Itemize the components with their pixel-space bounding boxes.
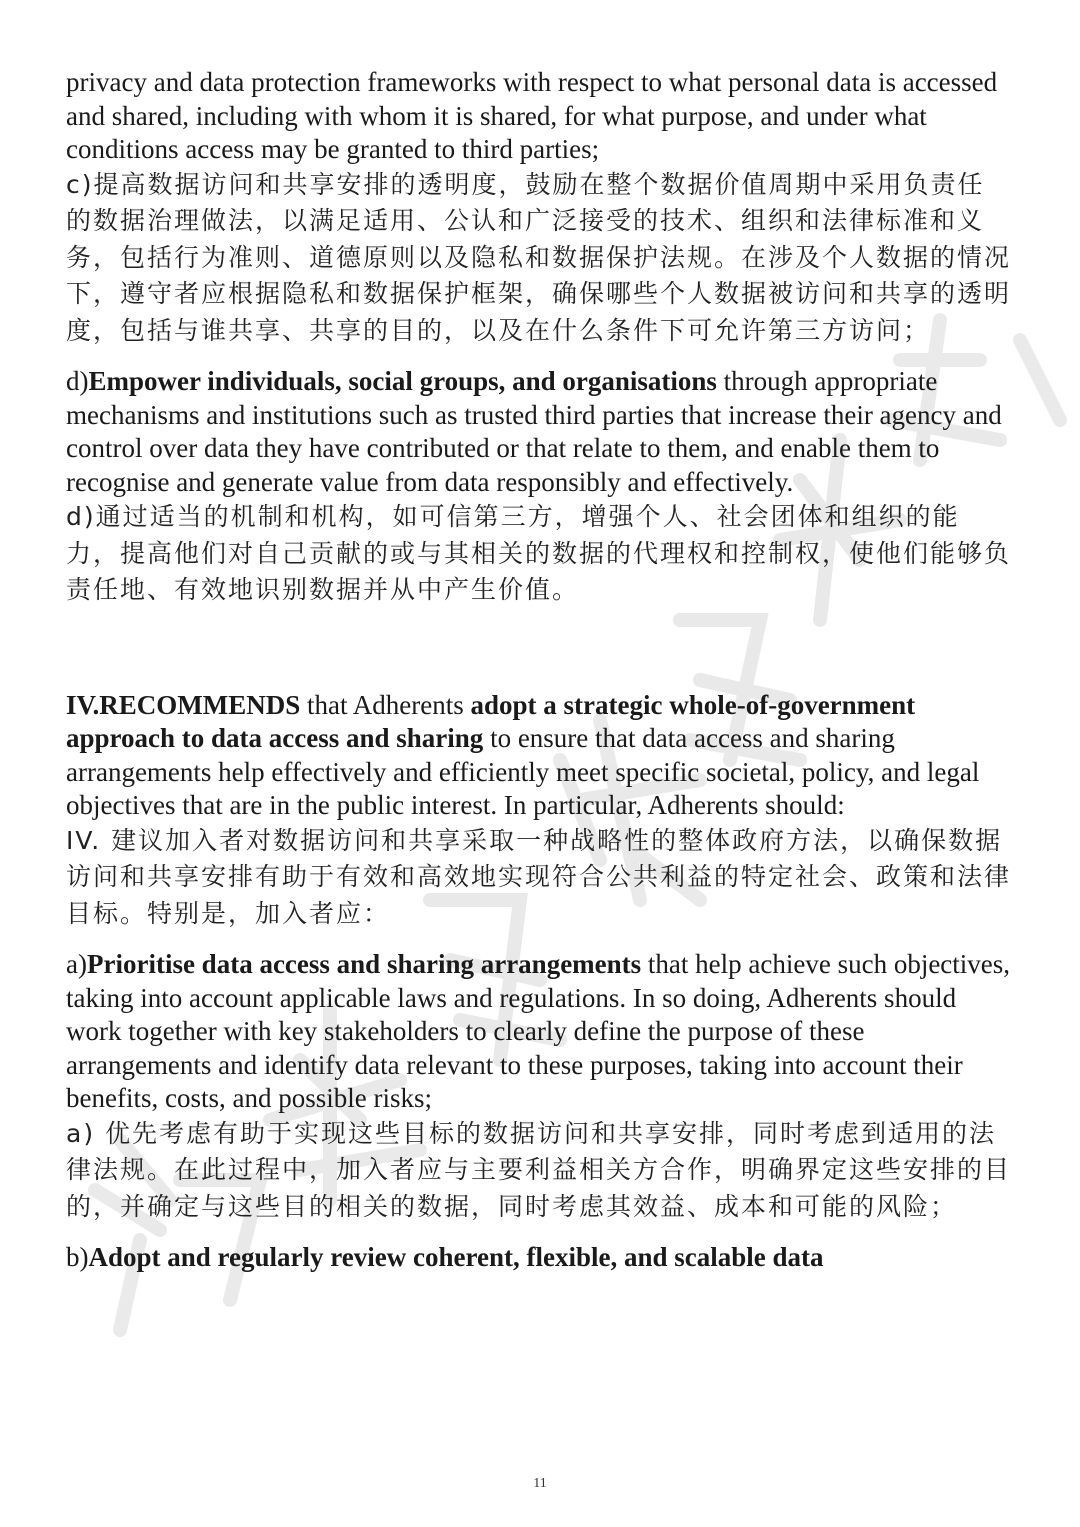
spacer — [66, 609, 1011, 689]
section-a-prefix: a) — [66, 949, 87, 979]
section-c-chinese: c)提高数据访问和共享安排的透明度，鼓励在整个数据价值周期中采用负责任的数据治理做法，以满足适用、公认和广泛接受的技术、组织和法律标准和义务，包括行为准则、道德原则以及隐私和数据保护法规。在涉及个人数据的情况下，遵守者应根据隐私和数据保护框架，确保哪些个人数据被访问和共享的透明度，包括与谁共享、共享的目的，以及在什么条件下可允许第三方访问； — [66, 169, 1012, 345]
section-b-prefix: b) — [66, 1242, 89, 1272]
section-iv-emphasis: adopt a strategic whole-of-government approach to data access and sharing — [66, 689, 916, 753]
section-d-heading: Empower individuals, social groups, and organisations — [88, 366, 717, 396]
section-a-chinese: a) 优先考虑有助于实现这些目标的数据访问和共享安排，同时考虑到适用的法律法规。在此过程中，加入者应与主要利益相关方合作，明确界定这些安排的目的，并确定与这些目的相关的数据，同时考虑其效益、成本和可能的风险； — [66, 1118, 1012, 1221]
section-a-text: that help achieve such objectives, taking into account applicable laws and regulations. In so doing, Adherents should work together with key stakeholders to clearly define the purpose of these arrangements and identify data relevant to these purposes, taking into account their benefits, costs, and possible risks; — [66, 949, 1011, 1113]
spacer — [66, 1225, 1011, 1241]
section-d-text: through appropriate mechanisms and institutions such as trusted third parties that increase their agency and control over data they have contributed or that relate to them, and enable them to recognise and generate value from data responsibly and effectively. — [66, 366, 1002, 497]
page-number: 11 — [533, 1476, 547, 1491]
document-page — [66, 66, 1011, 1275]
section-a-english — [66, 948, 1011, 1116]
section-iv-heading: IV.RECOMMENDS — [66, 689, 301, 720]
section-d-prefix: d) — [66, 366, 89, 396]
section-iv-chinese: IV. 建议加入者对数据访问和共享采取一种战略性的整体政府方法，以确保数据访问和共享安排有助于有效和高效地实现符合公共利益的特定社会、政策和法律目标。特别是，加入者应： — [66, 825, 1012, 928]
section-b-english — [66, 1241, 1011, 1275]
section-iv-text-2: to ensure that data access and sharing arrangements help effectively and efficiently meet specific societal, policy, and legal objectives that are in the public interest. In particular, Adherents should: — [66, 723, 980, 820]
section-d-english — [66, 365, 1011, 499]
section-c-english-continuation: privacy and data protection frameworks with respect to what personal data is accessed and shared, including with whom it is shared, for what purpose, and under what conditions access may be granted to third parties; — [66, 67, 998, 164]
section-d-chinese: d)通过适当的机制和机构，如可信第三方，增强个人、社会团体和组织的能力，提高他们对自己贡献的或与其相关的数据的代理权和控制权，使他们能够负责任地、有效地识别数据并从中产生价值。 — [66, 502, 1012, 604]
spacer — [66, 349, 1011, 365]
section-iv-english — [66, 689, 1011, 823]
section-a-heading: Prioritise data access and sharing arrangements — [86, 949, 642, 979]
section-b-heading: Adopt and regularly review coherent, flexible, and scalable data — [88, 1242, 824, 1272]
section-iv-text-1: that Adherents — [300, 689, 471, 720]
spacer — [66, 932, 1011, 948]
